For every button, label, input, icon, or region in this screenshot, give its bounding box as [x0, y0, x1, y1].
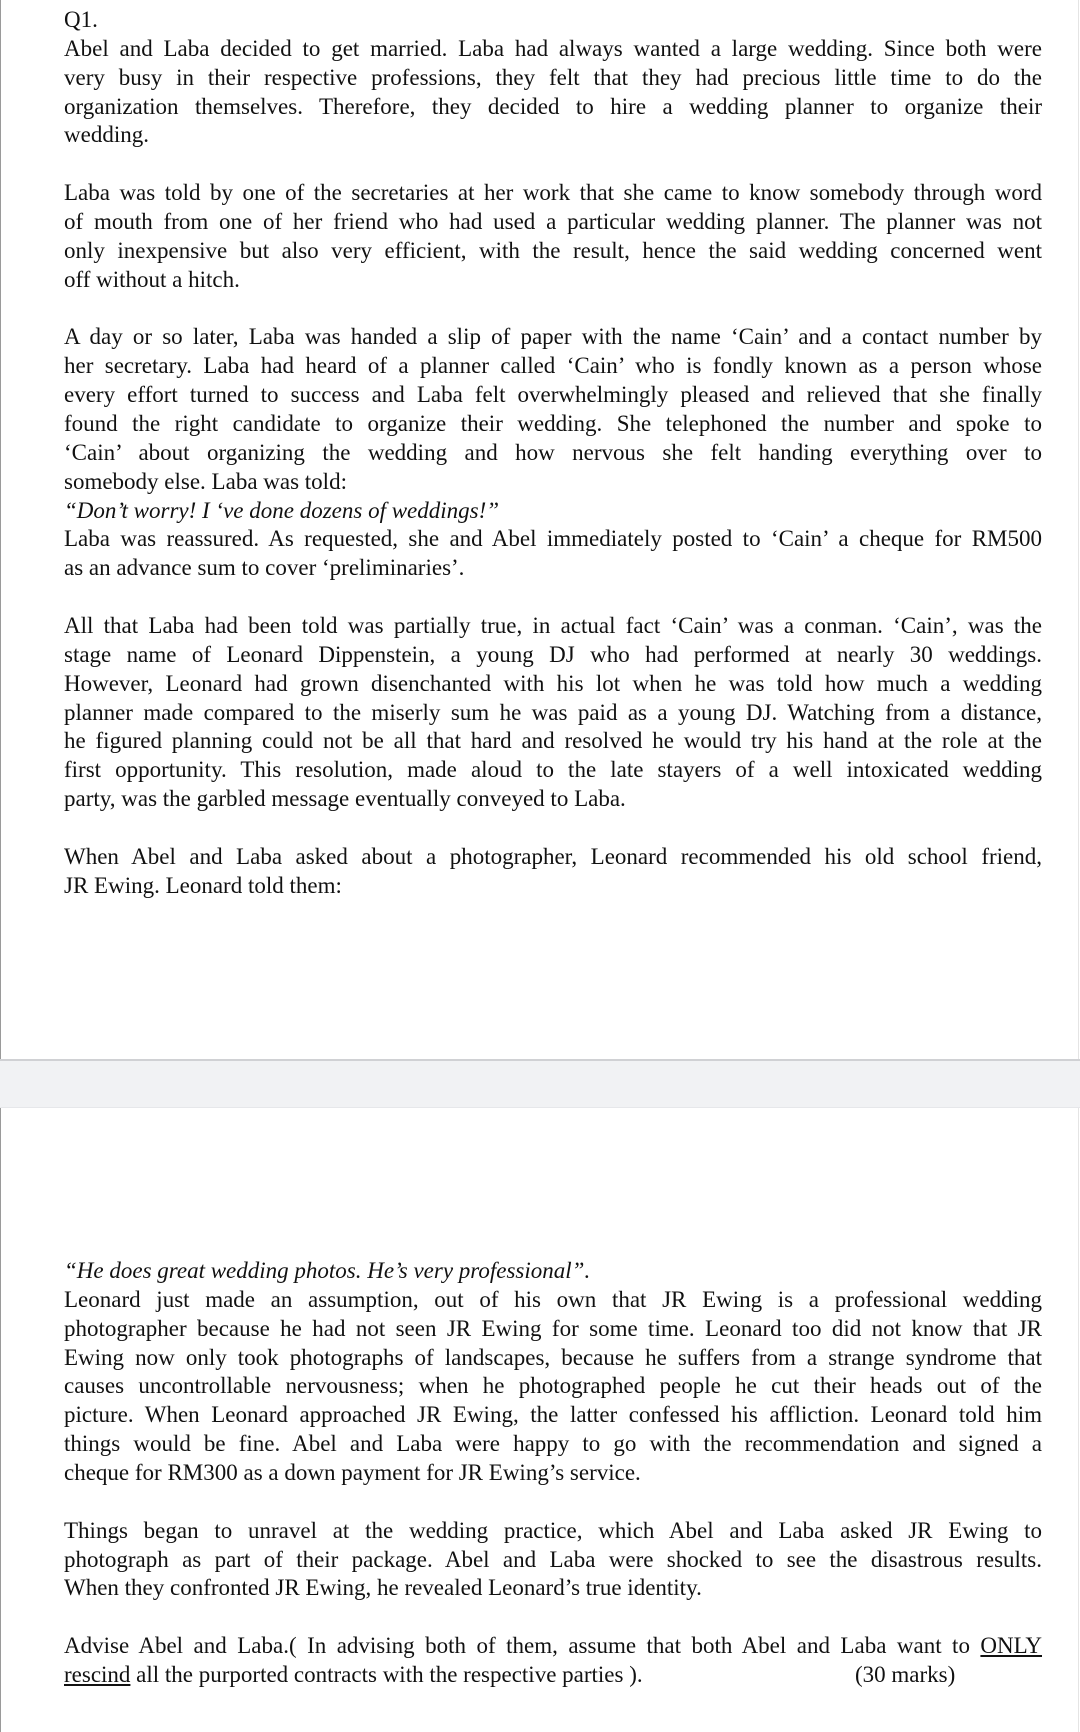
- quoted-line: “Don’t worry! I ‘ve done dozens of weddings!”: [64, 497, 500, 523]
- paragraph: [64, 1257, 1042, 1488]
- text-line: planner made compared to the miserly sum he was paid as a young DJ. Watching from a distance,: [64, 699, 1042, 725]
- document-page-2: [0, 1108, 1079, 1732]
- text-line: somebody else. Laba was told:: [64, 468, 347, 494]
- text-line: A day or so later, Laba was handed a slip of paper with the name ‘Cain’ and a contact number by: [64, 324, 1042, 350]
- text-line: only inexpensive but also very efficient, with the result, hence the said wedding concerned went: [64, 237, 1042, 263]
- text-line: All that Laba had been told was partially true, in actual fact ‘Cain’ was a conman. ‘Cain’, was the: [64, 613, 1042, 639]
- text-line: However, Leonard had grown disenchanted with his lot when he was told how much a wedding: [64, 670, 1042, 696]
- text-line: photograph as part of their package. Abel and Laba were shocked to see the disastrous results.: [64, 1546, 1042, 1572]
- text-line: Laba was told by one of the secretaries at her work that she came to know somebody through word: [64, 180, 1042, 206]
- text-line: Abel and Laba decided to get married. Laba had always wanted a large wedding. Since both were: [64, 35, 1042, 61]
- instruction-text: Advise Abel and Laba.( In advising both of them, assume that both Abel and Laba want to: [64, 1633, 981, 1659]
- text-line: organization themselves. Therefore, they decided to hire a wedding planner to organize their: [64, 93, 1042, 119]
- text-line: stage name of Leonard Dippenstein, a young DJ who had performed at nearly 30 weddings.: [64, 641, 1042, 667]
- paragraph: [64, 323, 1042, 583]
- paragraph: [64, 35, 1042, 150]
- paragraph: [64, 179, 1042, 294]
- text-line: he figured planning could not be all that hard and resolved he would try his hand at the role at the: [64, 728, 1042, 754]
- instruction-emphasis: rescind: [64, 1662, 131, 1688]
- text-line: Leonard just made an assumption, out of his own that JR Ewing is a professional wedding: [64, 1286, 1042, 1312]
- text-line: as an advance sum to cover ‘preliminaries’.: [64, 555, 465, 581]
- instruction-emphasis: ONLY: [980, 1633, 1042, 1659]
- paragraph: [64, 612, 1042, 814]
- text-line: party, was the garbled message eventually conveyed to Laba.: [64, 786, 626, 812]
- text-line: causes uncontrollable nervousness; when he photographed people he cut their heads out of the: [64, 1373, 1042, 1399]
- paragraph: [64, 843, 1042, 901]
- text-line: When Abel and Laba asked about a photographer, Leonard recommended his old school friend,: [64, 843, 1042, 869]
- quoted-line: “He does great wedding photos. He’s very professional”.: [64, 1258, 591, 1283]
- text-line: first opportunity. This resolution, made aloud to the late stayers of a well intoxicated wedding: [64, 757, 1042, 783]
- instruction-line: [64, 1632, 1042, 1661]
- text-line: of mouth from one of her friend who had used a particular wedding planner. The planner was not: [64, 209, 1042, 235]
- question-heading: Q1.: [64, 7, 98, 32]
- marks-label: (30 marks): [855, 1662, 956, 1688]
- text-line: JR Ewing. Leonard told them:: [64, 872, 342, 898]
- text-line: Things began to unravel at the wedding practice, which Abel and Laba asked JR Ewing to: [64, 1517, 1042, 1543]
- text-line: cheque for RM300 as a down payment for JR Ewing’s service.: [64, 1460, 641, 1486]
- page-break: [0, 1059, 1080, 1108]
- text-line: ‘Cain’ about organizing the wedding and how nervous she felt handing everything over to: [64, 439, 1042, 465]
- instruction-text: all the purported contracts with the respective parties ).: [130, 1662, 643, 1688]
- question-instruction: [64, 1632, 1042, 1690]
- text-line: every effort turned to success and Laba felt overwhelmingly pleased and relieved that she finally: [64, 382, 1042, 408]
- text-line: When they confronted JR Ewing, he revealed Leonard’s true identity.: [64, 1575, 702, 1601]
- text-line: Ewing now only took photographs of landscapes, because he suffers from a strange syndrome that: [64, 1344, 1042, 1370]
- text-line: photographer because he had not seen JR Ewing for some time. Leonard too did not know that JR: [64, 1315, 1042, 1341]
- page-1-text: [64, 6, 1042, 930]
- text-line: very busy in their respective professions, they felt that they had precious little time to do the: [64, 64, 1042, 90]
- paragraph: [64, 1517, 1042, 1604]
- instruction-line: [64, 1661, 1042, 1690]
- text-line: Laba was reassured. As requested, she and Abel immediately posted to ‘Cain’ a cheque for RM500: [64, 526, 1042, 552]
- text-line: off without a hitch.: [64, 266, 240, 292]
- text-line: wedding.: [64, 122, 149, 148]
- text-line: found the right candidate to organize their wedding. She telephoned the number and spoke to: [64, 411, 1042, 437]
- text-line: things would be fine. Abel and Laba were happy to go with the recommendation and signed a: [64, 1431, 1042, 1457]
- text-line: her secretary. Laba had heard of a planner called ‘Cain’ who is fondly known as a person whose: [64, 353, 1042, 379]
- page-2-text: [64, 1257, 1042, 1719]
- text-line: picture. When Leonard approached JR Ewing, the latter confessed his affliction. Leonard told him: [64, 1402, 1042, 1428]
